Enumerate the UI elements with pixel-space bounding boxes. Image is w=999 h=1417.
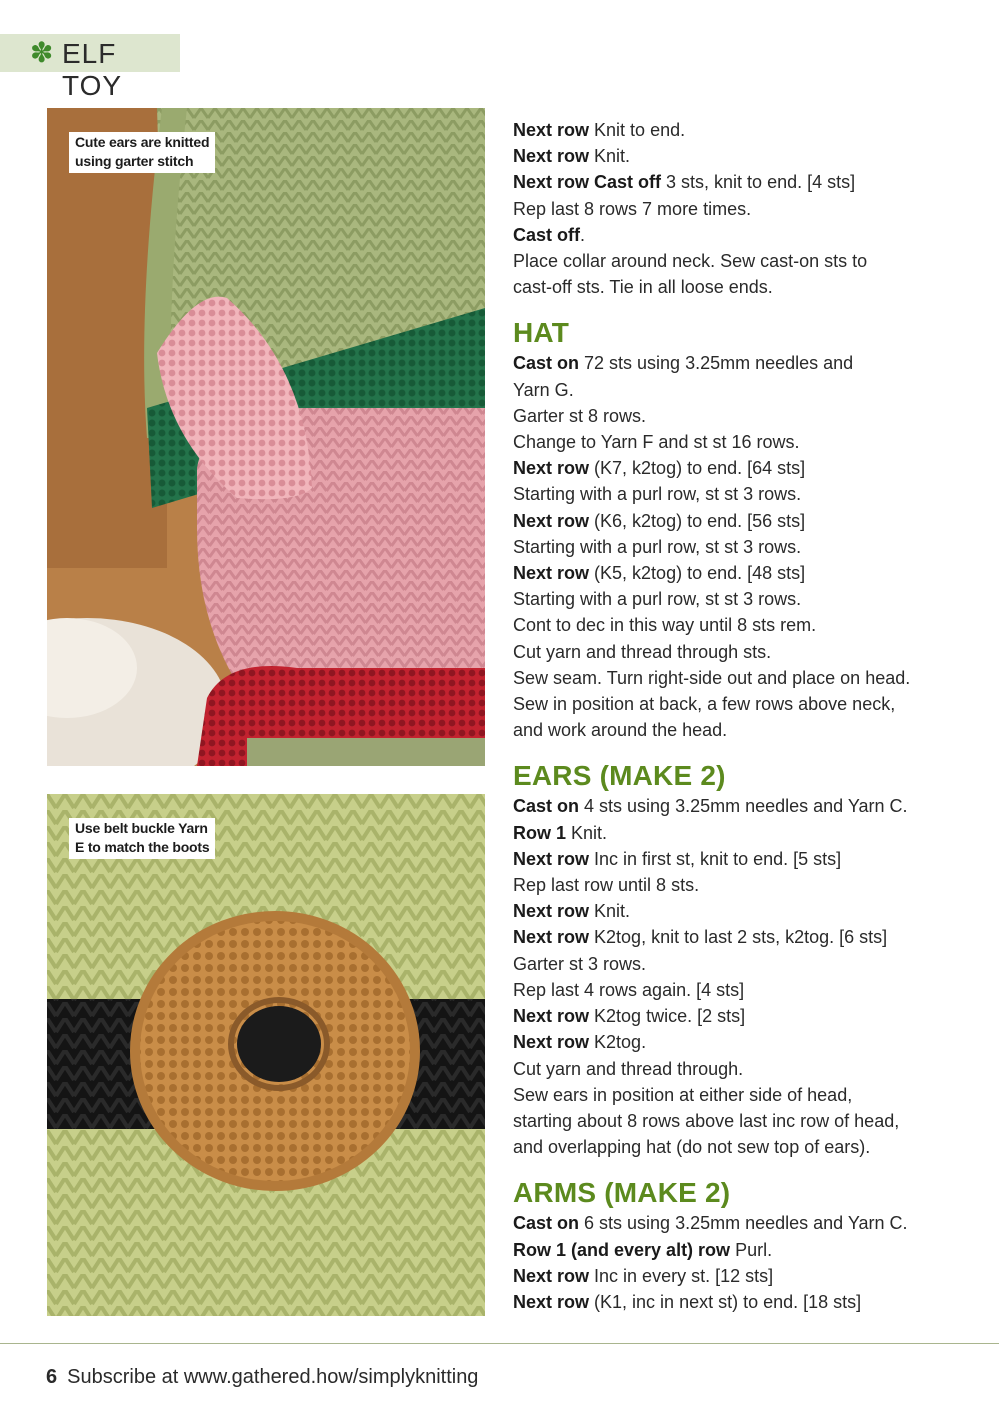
instruction-line [513, 1289, 963, 1315]
instruction-keyword: Next row [513, 563, 590, 584]
instruction-keyword: Next row [513, 927, 590, 948]
instruction-line [513, 248, 963, 274]
instruction-line [513, 872, 963, 898]
instruction-line [513, 586, 963, 612]
instruction-text: and overlapping hat (do not sew top of ears). [513, 1137, 871, 1158]
instruction-keyword: Row 1 [513, 822, 567, 843]
section-spacer [513, 300, 963, 310]
instruction-text: Sew in position at back, a few rows above neck, [513, 694, 896, 715]
instruction-line [513, 222, 963, 248]
instruction-keyword: Next row [513, 458, 590, 479]
instruction-text: 6 sts using 3.25mm needles and Yarn C. [579, 1213, 908, 1234]
instruction-text: Starting with a purl row, st st 3 rows. [513, 536, 802, 557]
instruction-text: Knit. [589, 901, 631, 922]
instruction-keyword: Row 1 (and every alt) row [513, 1239, 731, 1260]
instruction-line [513, 1210, 963, 1236]
photo-caption: Use belt buckle Yarn E to match the boots [69, 818, 215, 859]
instruction-text: Rep last row until 8 sts. [513, 875, 700, 896]
instruction-line [513, 377, 963, 403]
instruction-line [513, 820, 963, 846]
section-heading: ARMS (MAKE 2) [513, 1177, 731, 1209]
belt-buckle-photo [47, 794, 485, 1316]
instruction-text: Starting with a purl row, st st 3 rows. [513, 589, 802, 610]
instruction-line [513, 534, 963, 560]
instruction-text: Sew seam. Turn right-side out and place on head. [513, 667, 911, 688]
instruction-text: Starting with a purl row, st st 3 rows. [513, 484, 802, 505]
instruction-text: K2tog. [589, 1032, 647, 1053]
instruction-line [513, 924, 963, 950]
instruction-text: Cut yarn and thread through. [513, 1058, 744, 1079]
instruction-line [513, 403, 963, 429]
instruction-text: (K1, inc in next st) to end. [18 sts] [589, 1291, 862, 1312]
instruction-keyword: Next row [513, 901, 590, 922]
instruction-keyword: Next row [513, 120, 590, 140]
instruction-line [513, 1134, 963, 1160]
instruction-text: Knit. [566, 822, 608, 843]
instruction-text: 72 sts using 3.25mm needles and [579, 353, 854, 374]
instruction-keyword: Next row [513, 1032, 590, 1053]
instruction-text: starting about 8 rows above last inc row of head, [513, 1110, 900, 1131]
instruction-text: Yarn G. [513, 379, 574, 400]
instruction-text: (K5, k2tog) to end. [48 sts] [589, 563, 806, 584]
instruction-text: cast-off sts. Tie in all loose ends. [513, 277, 773, 298]
instruction-text: Garter st 8 rows. [513, 405, 647, 426]
instruction-keyword: Cast on [513, 353, 580, 374]
pattern-instructions [513, 117, 963, 1315]
elf-ear-illustration [47, 108, 485, 766]
belt-buckle-illustration [47, 794, 485, 1316]
clover-icon: ✽ [30, 37, 54, 68]
instruction-line [513, 793, 963, 819]
instruction-text: Purl. [730, 1239, 773, 1260]
instruction-line [513, 169, 963, 195]
page-footer [46, 1364, 478, 1390]
instruction-keyword: Cast on [513, 796, 580, 817]
instruction-line [513, 1108, 963, 1134]
instruction-keyword: Next row [513, 146, 590, 167]
page-number: 6 [46, 1366, 58, 1388]
instruction-text: Knit. [589, 146, 631, 167]
instruction-text: 4 sts using 3.25mm needles and Yarn C. [579, 796, 908, 817]
instruction-line [513, 691, 963, 717]
instruction-text: K2tog twice. [2 sts] [589, 1006, 746, 1027]
instruction-text: and work around the head. [513, 720, 728, 741]
instruction-text: . [580, 224, 586, 245]
section-heading: HAT [513, 317, 570, 349]
instruction-text: Cont to dec in this way until 8 sts rem. [513, 615, 817, 636]
instruction-text: Inc in first st, knit to end. [5 sts] [589, 848, 842, 869]
section-title: ELF TOY [62, 38, 123, 101]
instruction-line [513, 429, 963, 455]
instruction-keyword: Next row [513, 848, 590, 869]
section-heading: EARS (MAKE 2) [513, 760, 726, 792]
instruction-line [513, 274, 963, 300]
instruction-line [513, 508, 963, 534]
instruction-line [513, 977, 963, 1003]
photo-caption: Cute ears are knitted using garter stitch [69, 132, 215, 173]
instruction-line [513, 951, 963, 977]
instruction-text: Rep last 4 rows again. [4 sts] [513, 979, 745, 1000]
instruction-line [513, 1056, 963, 1082]
instruction-line [513, 846, 963, 872]
instruction-line [513, 455, 963, 481]
instruction-line [513, 350, 963, 376]
section-spacer [513, 743, 963, 753]
instruction-line [513, 1029, 963, 1055]
instruction-keyword: Next row [513, 1291, 590, 1312]
instruction-text: Inc in every st. [12 sts] [589, 1265, 774, 1286]
instruction-keyword: Next row [513, 510, 590, 531]
elf-ear-photo [47, 108, 485, 766]
instruction-line [513, 898, 963, 924]
instruction-text: Knit to end. [589, 120, 686, 140]
instruction-keyword: Cast off [513, 224, 580, 245]
instruction-line [513, 143, 963, 169]
instruction-line [513, 481, 963, 507]
instruction-text: 3 sts, knit to end. [4 sts] [661, 172, 856, 193]
instruction-text: Cut yarn and thread through sts. [513, 641, 772, 662]
instruction-text: Place collar around neck. Sew cast-on sts to [513, 251, 868, 272]
instruction-text: Garter st 3 rows. [513, 953, 647, 974]
instruction-line [513, 1263, 963, 1289]
instruction-text: Rep last 8 rows 7 more times. [513, 198, 752, 219]
instruction-text: (K6, k2tog) to end. [56 sts] [589, 510, 806, 531]
footer-divider [0, 1343, 999, 1344]
instruction-text: Change to Yarn F and st st 16 rows. [513, 432, 800, 453]
instruction-line [513, 665, 963, 691]
instruction-keyword: Cast on [513, 1213, 580, 1234]
instruction-text: (K7, k2tog) to end. [64 sts] [589, 458, 806, 479]
instruction-line [513, 639, 963, 665]
instruction-text: Sew ears in position at either side of head, [513, 1084, 853, 1105]
instruction-line [513, 612, 963, 638]
instruction-line [513, 560, 963, 586]
instruction-text: K2tog, knit to last 2 sts, k2tog. [6 sts] [589, 927, 888, 948]
instruction-line [513, 117, 963, 143]
instruction-line [513, 1237, 963, 1263]
section-header [0, 34, 180, 101]
instruction-keyword: Next row [513, 1265, 590, 1286]
instruction-keyword: Next row Cast off [513, 172, 662, 193]
section-spacer [513, 1160, 963, 1170]
instruction-line [513, 717, 963, 743]
instruction-line [513, 1003, 963, 1029]
subscribe-link[interactable]: Subscribe at www.gathered.how/simplyknitting [67, 1366, 479, 1388]
instruction-line [513, 1082, 963, 1108]
instruction-line [513, 196, 963, 222]
instruction-keyword: Next row [513, 1006, 590, 1027]
